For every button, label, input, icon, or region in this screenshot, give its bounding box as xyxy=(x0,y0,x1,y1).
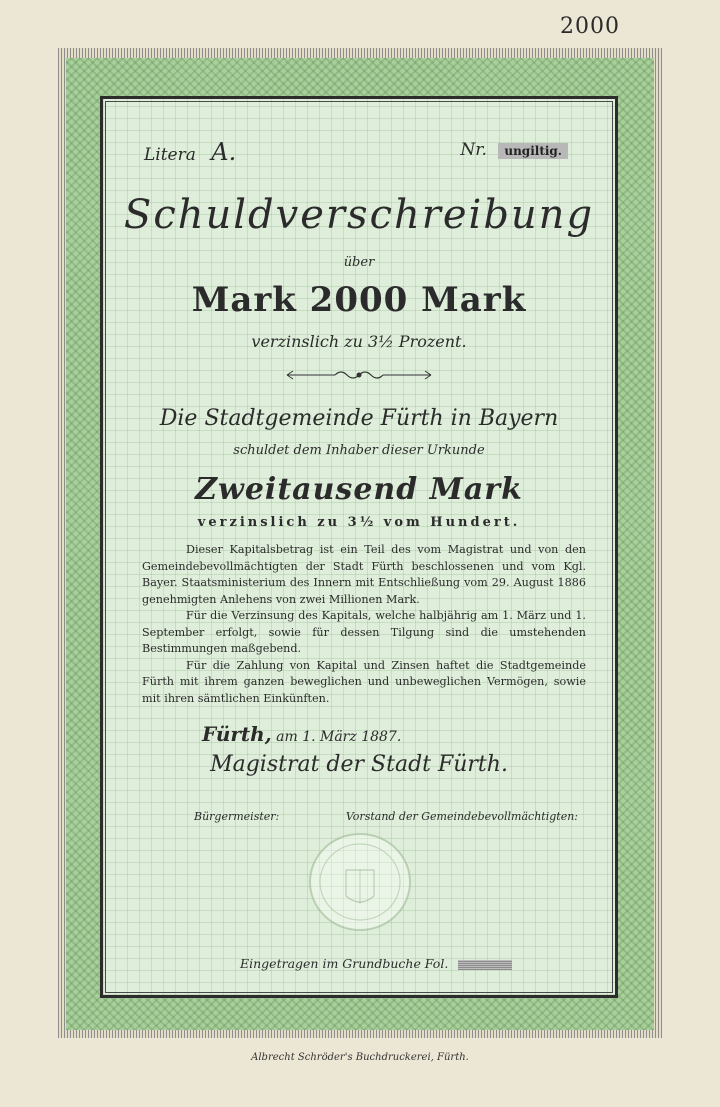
invalid-stamp: ungiltig. xyxy=(498,143,568,159)
debtor-line: Die Stadtgemeinde Fürth in Bayern xyxy=(159,406,559,431)
body-paragraph: Für die Verzinsung des Kapitals, welche halbjährig am 1. März und 1. September erfolgt, sowie für dessen Tilgung sind die umstehenden Bestimmungen maßgebend. xyxy=(142,609,586,655)
interest-line: verzinslich zu 3½ Prozent. xyxy=(251,332,467,351)
owes-line: schuldet dem Inhaber dieser Urkunde xyxy=(233,443,485,458)
ueber-text: über xyxy=(343,255,375,270)
litera xyxy=(144,138,236,166)
document-title: Schuldverschreibung xyxy=(123,192,595,238)
signature-council: Vorstand der Gemeindebevollmächtigten: xyxy=(345,810,578,823)
issuer-line: Magistrat der Stadt Fürth. xyxy=(210,752,508,777)
register-line xyxy=(240,956,512,971)
certificate-content xyxy=(110,110,608,990)
nr-label: Nr. xyxy=(460,140,487,160)
corner-number: 2000 xyxy=(560,14,620,39)
body-text xyxy=(142,542,586,707)
printer-imprint: Albrecht Schröder's Buchdruckerei, Fürth. xyxy=(251,1052,469,1063)
register-text: Eingetragen im Grundbuche Fol. xyxy=(240,956,449,971)
interest-line-2: verzinslich zu 3½ vom Hundert. xyxy=(197,515,521,530)
ornament-divider-icon xyxy=(285,368,433,382)
litera-value: A. xyxy=(211,138,237,166)
litera-label: Litera xyxy=(144,145,196,165)
folio-redaction xyxy=(458,960,512,970)
signature-mayor: Bürgermeister: xyxy=(194,810,280,823)
serial-number xyxy=(460,140,568,160)
amount-line: Mark 2000 Mark xyxy=(191,280,527,320)
amount-words: Zweitausend Mark xyxy=(195,472,523,507)
date-text: am 1. März 1887. xyxy=(276,729,402,745)
body-paragraph: Dieser Kapitalsbetrag ist ein Teil des vom Magistrat und von den Gemeindebevollmächtigten der Stadt Fürth beschlossenen und vom Kgl. Bayer. Staatsministerium des Innern mit Entschließung vom 29. August 1886 genehmigten Anlehens von zwei Millionen Mark. xyxy=(142,543,586,606)
date-place: Fürth, xyxy=(202,722,272,746)
date-line xyxy=(202,722,401,746)
body-paragraph: Für die Zahlung von Kapital und Zinsen haftet die Stadtgemeinde Fürth mit ihrem ganzen beweglichen und unbeweglichen Vermögen, sowie mit ihren sämtlichen Einkünften. xyxy=(142,658,586,705)
header-row xyxy=(144,132,568,168)
embossed-seal-icon xyxy=(306,830,414,934)
